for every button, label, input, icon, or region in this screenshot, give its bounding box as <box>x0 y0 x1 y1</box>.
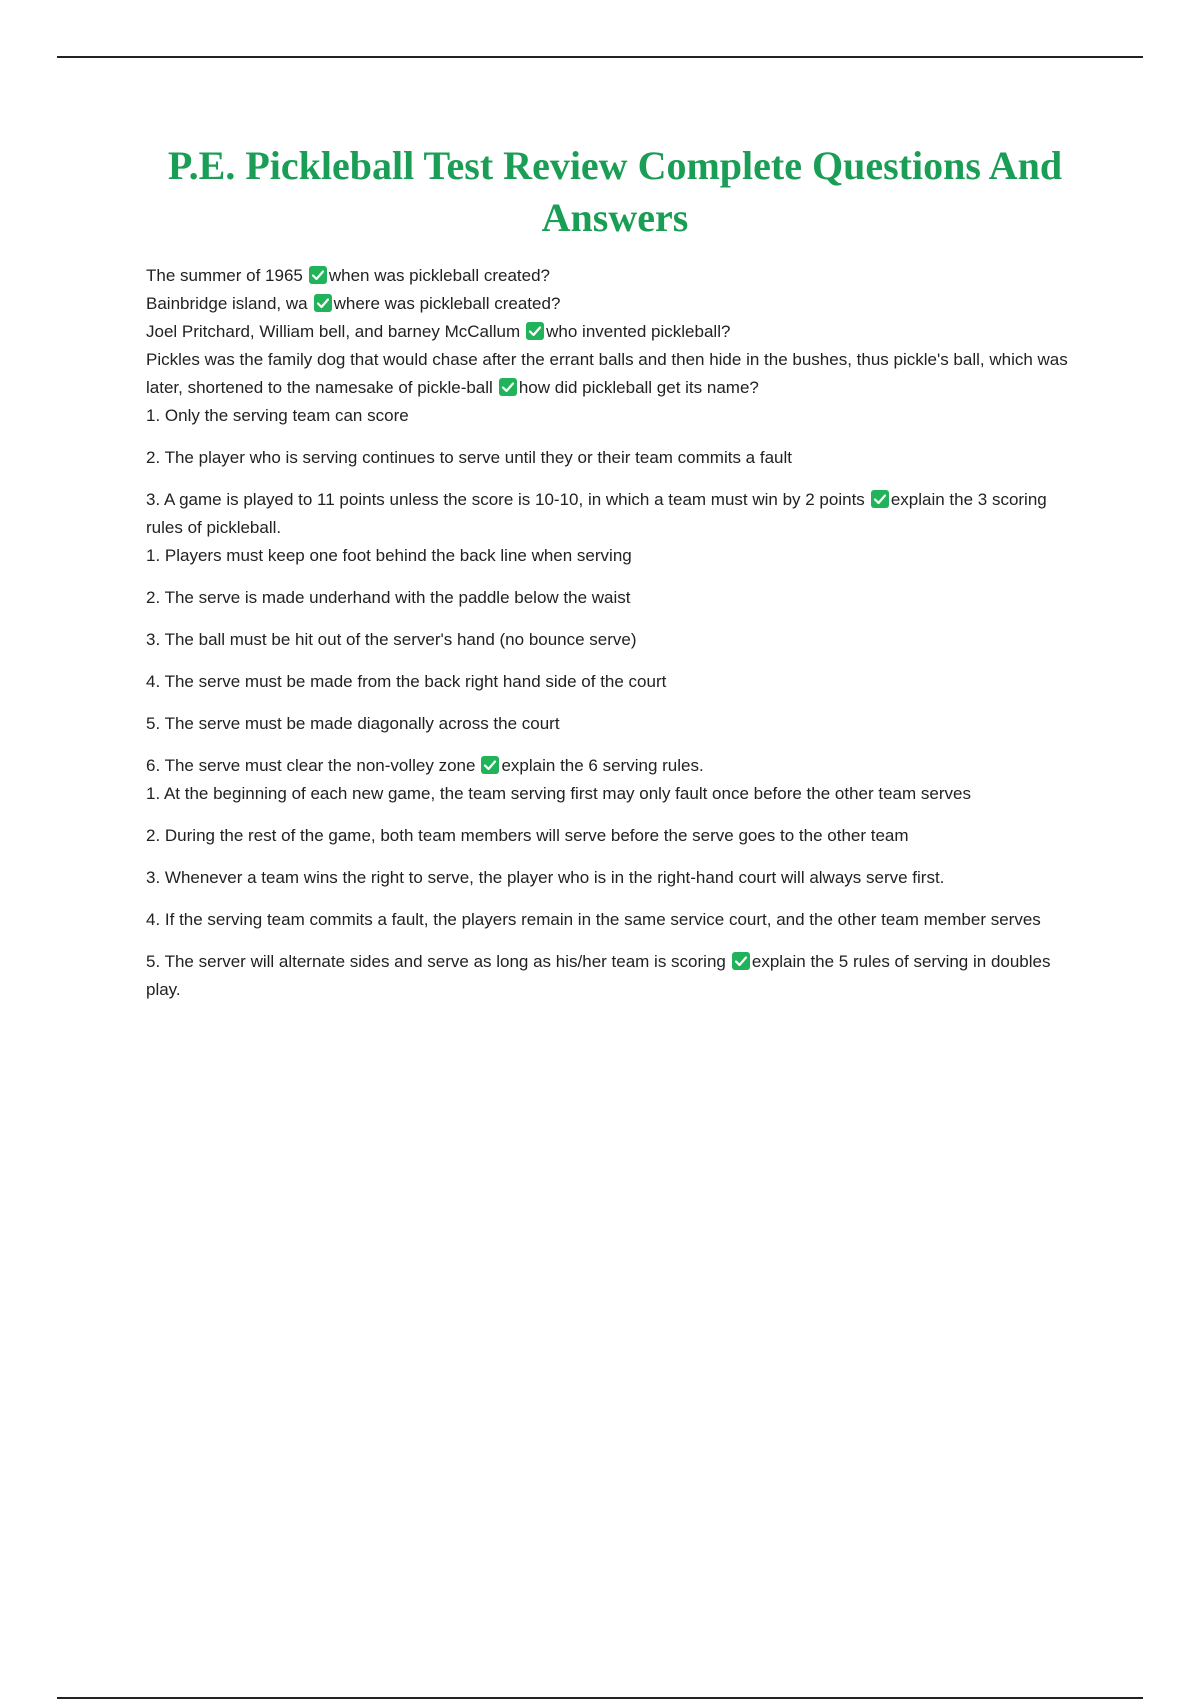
list-entry-doubles-rules <box>146 780 1071 1004</box>
qa-entry-1 <box>146 262 1071 290</box>
question-text: when was pickleball created? <box>328 266 550 285</box>
check-box-icon <box>481 756 499 774</box>
list-item: 2. The player who is serving continues to serve until they or their team commits a fault <box>146 448 792 467</box>
document-body <box>146 262 1071 1004</box>
list-item: 1. At the beginning of each new game, the team serving first may only fault once before the other team serves <box>146 784 971 803</box>
list-item: 5. The serve must be made diagonally across the court <box>146 714 560 733</box>
list-item: 3. A game is played to 11 points unless the score is 10-10, in which a team must win by 2 points <box>146 490 865 509</box>
check-box-icon <box>732 952 750 970</box>
list-item: 2. During the rest of the game, both team members will serve before the serve goes to the other team <box>146 826 909 845</box>
list-item: 4. The serve must be made from the back right hand side of the court <box>146 672 667 691</box>
list-item: 3. Whenever a team wins the right to serve, the player who is in the right-hand court will always serve first. <box>146 868 945 887</box>
answer-text: The summer of 1965 <box>146 266 303 285</box>
top-rule <box>57 56 1143 58</box>
check-box-icon <box>309 266 327 284</box>
check-box-icon <box>499 378 517 396</box>
list-item: 3. The ball must be hit out of the server's hand (no bounce serve) <box>146 630 637 649</box>
list-item: 2. The serve is made underhand with the paddle below the waist <box>146 588 631 607</box>
list-entry-scoring-rules <box>146 402 1071 542</box>
list-item: 4. If the serving team commits a fault, the players remain in the same service court, and the other team member serves <box>146 910 1041 929</box>
question-text: explain the 3 scoring rules of pickleball. <box>146 490 1047 537</box>
question-text: explain the 6 serving rules. <box>501 756 704 775</box>
qa-entry-4 <box>146 346 1071 402</box>
answer-text: Bainbridge island, wa <box>146 294 308 313</box>
question-text: explain the 5 rules of serving in doubles play. <box>146 952 1051 999</box>
check-box-icon <box>871 490 889 508</box>
question-text: where was pickleball created? <box>333 294 561 313</box>
question-text: who invented pickleball? <box>546 322 731 341</box>
qa-entry-2 <box>146 290 1071 318</box>
list-item: 6. The serve must clear the non-volley zone <box>146 756 476 775</box>
list-item: 1. Only the serving team can score <box>146 406 409 425</box>
question-text: how did pickleball get its name? <box>518 378 759 397</box>
answer-text: Joel Pritchard, William bell, and barney McCallum <box>146 322 521 341</box>
qa-entry-3 <box>146 318 1071 346</box>
list-entry-serving-rules <box>146 542 1071 780</box>
bottom-rule <box>57 1697 1143 1699</box>
document-title: P.E. Pickleball Test Review Complete Questions And Answers <box>167 143 1063 240</box>
check-box-icon <box>526 322 544 340</box>
list-item: 5. The server will alternate sides and serve as long as his/her team is scoring <box>146 952 726 971</box>
list-item: 1. Players must keep one foot behind the back line when serving <box>146 546 632 565</box>
check-box-icon <box>314 294 332 312</box>
answer-text: Pickles was the family dog that would chase after the errant balls and then hide in the bushes, thus pickle's ball, which was later, shortened to the namesake of pickle-ball <box>146 350 1068 397</box>
